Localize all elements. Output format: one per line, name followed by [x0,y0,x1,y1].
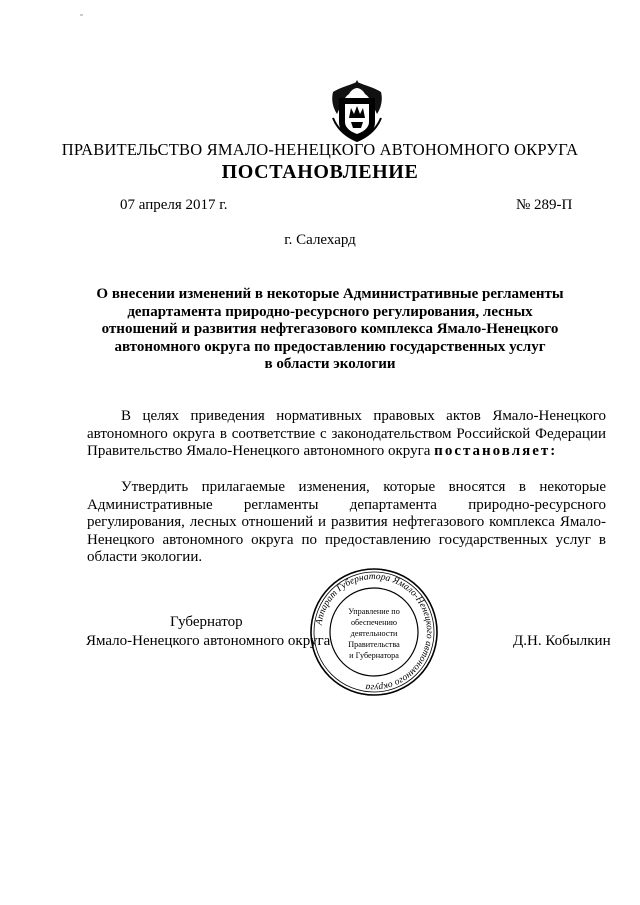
document-title [95,286,565,374]
official-stamp [308,566,440,698]
resolution-text: Утвердить прилагаемые изменения, которые вносятся в некоторые Административные регламенты департамента природно-ресурсного регулирования, лесных отношений и развития нефтегазового комплекса Ямало-Ненецкого автономного округа по предоставлению государственных услуг в области экологии. [87,479,606,566]
government-name: ПРАВИТЕЛЬСТВО ЯМАЛО-НЕНЕЦКОГО АВТОНОМНОГО ОКРУГА [61,140,579,159]
title-line: автономного округа по предоставлению государственных услуг [114,338,546,355]
decree-word: постановляет: [434,443,558,460]
title-line: в области экологии [264,356,396,373]
stamp-line: Правительства [348,640,400,649]
stamp-line: обеспечению [350,618,398,627]
signatory-title: Губернатор [170,614,243,630]
signatory-region: Ямало-Ненецкого автономного округа [86,633,331,649]
signatory-name: Д.Н. Кобылкин [513,633,611,649]
scan-speck [80,14,83,16]
document-type: ПОСТАНОВЛЕНИЕ [221,161,419,183]
title-line: отношений и развития нефтегазового комплекса Ямало-Ненецкого [101,321,559,338]
stamp-line: Управление по [348,607,400,616]
stamp-line: деятельности [350,629,398,638]
stamp-ring-text: Аппарат Губернатора Ямало-Ненецкого автономного округа [314,571,435,693]
document-number: № 289-П [516,197,573,213]
preamble-paragraph [87,408,606,461]
stamp-line: и Губернатора [349,651,399,660]
coat-of-arms-emblem [327,78,387,142]
document-date: 07 апреля 2017 г. [120,197,228,213]
resolution-paragraph [87,479,606,567]
title-line: департамента природно-ресурсного регулирования, лесных [127,303,533,320]
document-city: г. Салехард [284,232,356,248]
title-line: О внесении изменений в некоторые Административные регламенты [96,286,564,302]
preamble-text: В целях приведения нормативных правовых актов Ямало-Ненецкого автономного округа в соответствие с законодательством Российской Федерации Правительство Ямало-Ненецкого автономного округа [87,408,606,460]
